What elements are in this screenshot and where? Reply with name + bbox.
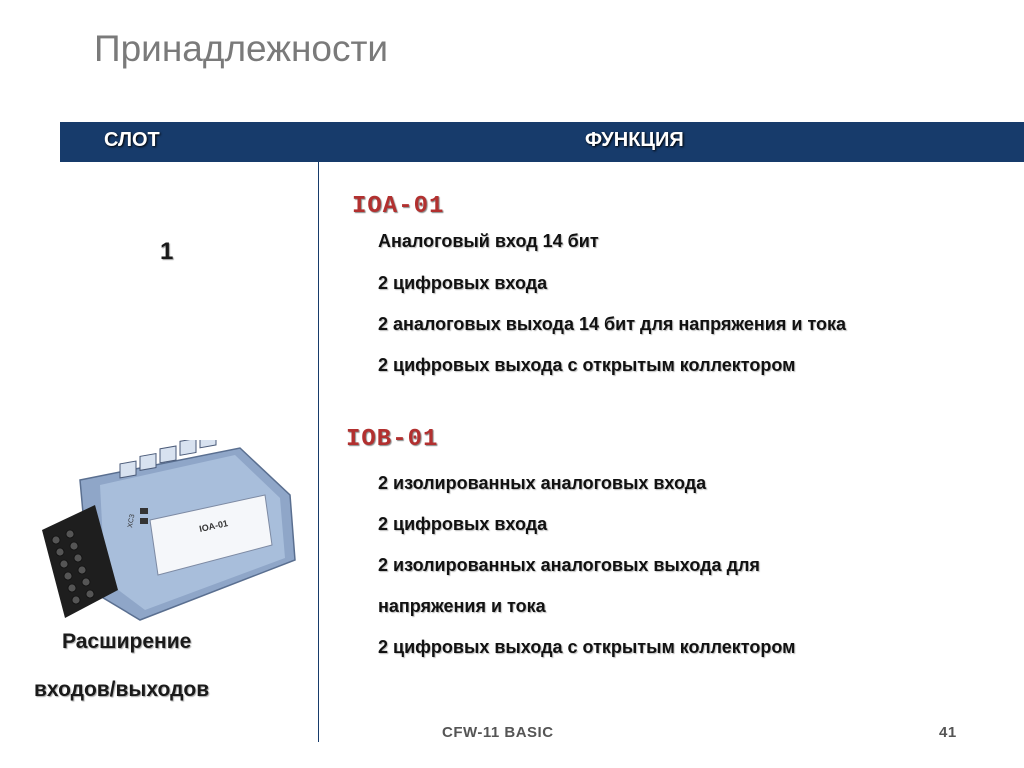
iob-feature: напряжения и тока (378, 596, 546, 616)
module-title-ioa: IOA-01 (352, 193, 445, 220)
ioa-feature: 2 аналоговых выхода 14 бит для напряжения и тока (378, 314, 847, 334)
table-header (60, 122, 1024, 162)
iob-feature: 2 изолированных аналоговых входа (378, 473, 707, 493)
iob-feature: 2 изолированных аналоговых выхода для (378, 555, 760, 575)
ioa-feature: 2 цифровых выхода с открытым коллектором (378, 355, 796, 375)
footer-product: CFW-11 BASIC (442, 724, 554, 741)
module-title-iob: IOB-01 (346, 426, 439, 453)
page-number: 41 (939, 724, 957, 741)
ioa-feature: 2 цифровых входа (378, 273, 548, 293)
ioa-feature: Аналоговый вход 14 бит (378, 231, 599, 251)
slide-title: Принадлежности (94, 28, 389, 69)
image-caption-line1: Расширение (62, 630, 192, 653)
io-module-image (40, 440, 300, 630)
device-small-label: XC3 (127, 513, 137, 529)
header-slot: СЛОТ (104, 129, 160, 151)
column-divider (318, 162, 319, 742)
image-caption-line2: входов/выходов (34, 678, 210, 701)
header-function: ФУНКЦИЯ (585, 129, 684, 151)
iob-feature: 2 цифровых входа (378, 514, 548, 534)
slot-number: 1 (160, 238, 174, 265)
device-label: IOA-01 (198, 518, 229, 534)
iob-feature: 2 цифровых выхода с открытым коллектором (378, 637, 796, 657)
